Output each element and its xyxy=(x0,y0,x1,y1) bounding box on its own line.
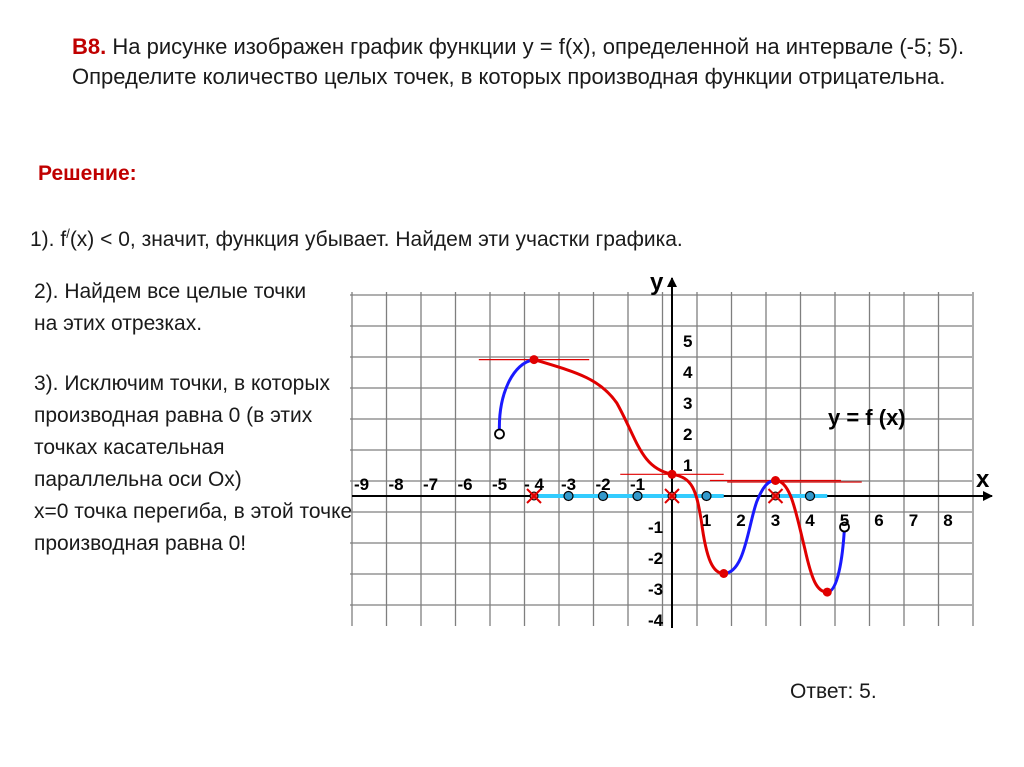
step1-text: (x) < 0, значит, функция убывает. Найдем эти участки графика. xyxy=(69,228,683,251)
x-tick-label: -2 xyxy=(595,475,611,494)
x-tick-label: 5 xyxy=(839,511,850,530)
grid-lines xyxy=(350,292,973,626)
step1-prefix: 1). f xyxy=(30,228,67,251)
x-axis-label: x xyxy=(976,466,990,493)
y-tick-label: 2 xyxy=(683,425,693,444)
integer-point xyxy=(702,492,711,501)
x-tick-label: -7 xyxy=(422,475,439,494)
increasing-segment xyxy=(499,360,534,434)
tangent-lines xyxy=(479,360,862,482)
open-endpoint xyxy=(495,430,504,439)
x-tick-label: 2 xyxy=(736,511,746,530)
extremum-point xyxy=(771,476,780,485)
x-tick-label: -3 xyxy=(560,475,577,494)
extremum-point xyxy=(668,470,677,479)
step3-note: x=0 точка перегиба, в этой точке производная равна 0! xyxy=(34,500,353,555)
y-tick-label: 5 xyxy=(683,332,693,351)
y-tick-label: -3 xyxy=(648,580,664,599)
x-tick-label: -8 xyxy=(388,475,404,494)
answer-text: Ответ: 5. xyxy=(790,680,877,703)
x-tick-label: -9 xyxy=(353,475,370,494)
increasing-segment xyxy=(827,527,844,592)
function-label: y = f (x) xyxy=(828,405,906,430)
integer-point xyxy=(806,492,815,501)
extremum-point xyxy=(719,569,728,578)
x-tick-label: 7 xyxy=(908,511,919,530)
task-text: На рисунке изображен график функции y = f(x), определенной на интервале (-5; 5). Определите количество целых точек, в которых производная функции отрицательна. xyxy=(72,34,965,89)
solution-heading: Решение: xyxy=(38,162,137,185)
x-tick-label: -6 xyxy=(457,475,473,494)
y-tick-label: -2 xyxy=(648,549,664,568)
x-tick-label: 6 xyxy=(874,511,884,530)
step3-main-text: 3). Исключим точки, в которых производная равна 0 (в этих точках касательная параллельна оси Ox) xyxy=(34,372,330,491)
y-tick-label: 3 xyxy=(683,394,693,413)
solution-step-2: 2). Найдем все целые точки на этих отрезках. xyxy=(34,280,307,335)
step1-superscript: / xyxy=(66,226,70,241)
task-label: В8. xyxy=(72,34,107,59)
x-tick-label: -1 xyxy=(629,475,646,494)
coordinate-axes xyxy=(352,278,992,628)
x-tick-label: 4 xyxy=(805,511,815,530)
y-tick-label: -1 xyxy=(648,518,664,537)
y-axis-label: y xyxy=(650,269,664,296)
decreasing-segment xyxy=(534,360,724,574)
x-tick-label: 3 xyxy=(770,511,781,530)
y-tick-label: 1 xyxy=(683,456,693,475)
extremum-point xyxy=(530,355,539,364)
x-tick-label: - 4 xyxy=(524,475,544,494)
x-tick-label: 8 xyxy=(943,511,953,530)
y-tick-label: 4 xyxy=(683,363,693,382)
y-tick-label: -4 xyxy=(648,611,664,630)
extremum-point xyxy=(823,588,832,597)
x-tick-label: -5 xyxy=(491,475,508,494)
x-tick-label: 1 xyxy=(701,511,712,530)
